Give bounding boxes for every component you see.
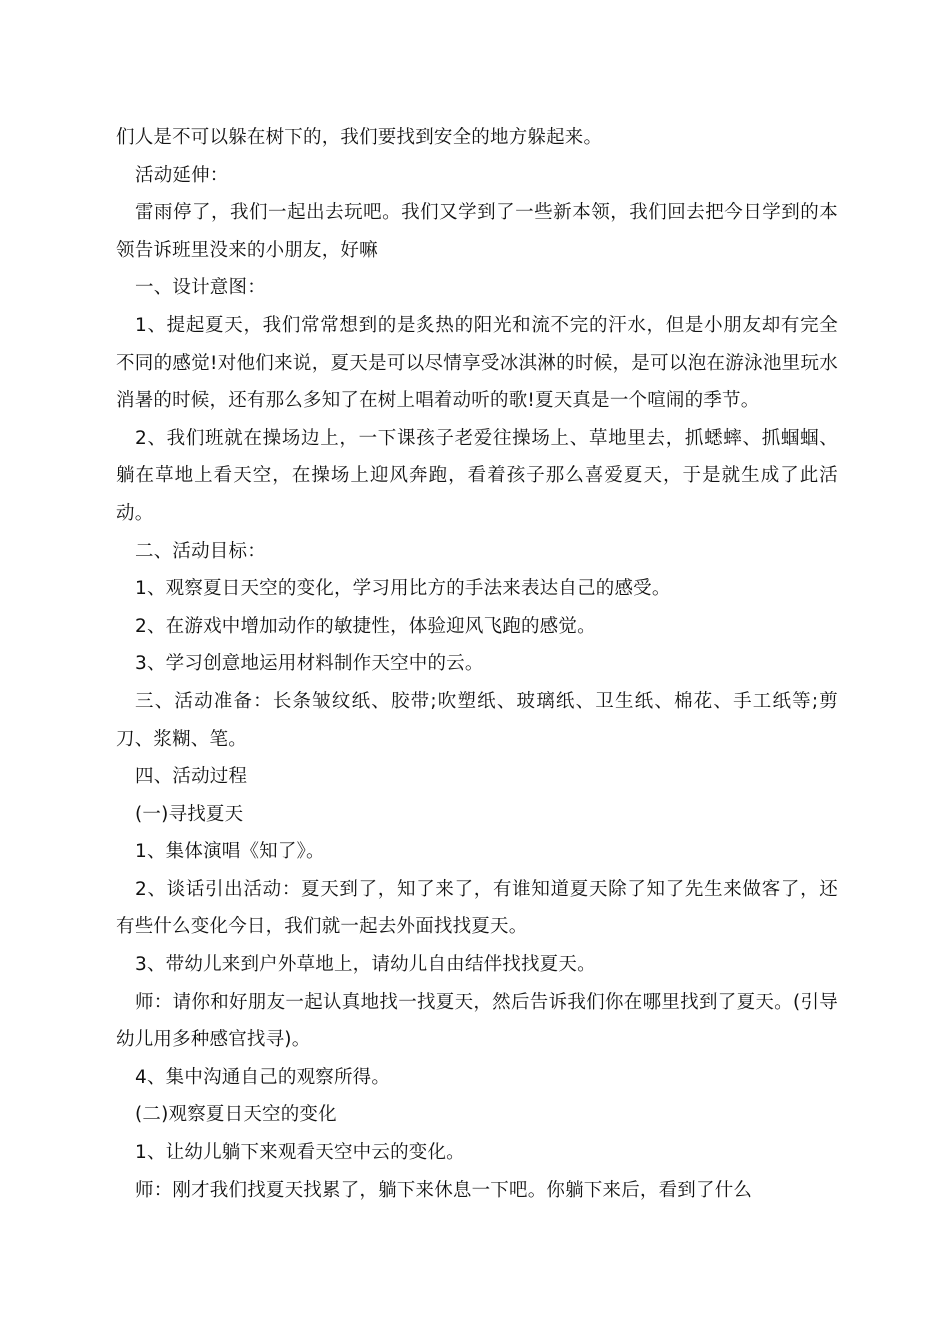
heading-activity-goals: 二、活动目标： [135, 540, 266, 562]
paragraph-goal-3: 3、学习创意地运用材料制作天空中的云。 [135, 653, 484, 675]
paragraph-goal-1: 1、观察夏日天空的变化，学习用比方的手法来表达自己的感受。 [135, 578, 671, 600]
heading-design-intent: 一、设计意图： [135, 277, 266, 299]
paragraph-observe-1: 1、让幼儿躺下来观看天空中云的变化。 [135, 1142, 465, 1164]
paragraph-goal-2: 2、在游戏中增加动作的敏捷性，体验迎风飞跑的感觉。 [135, 615, 596, 637]
paragraph-process-1: 1、集体演唱《知了》。 [135, 841, 325, 863]
paragraph-continuation: 们人是不可以躲在树下的，我们要找到安全的地方躲起来。 [116, 127, 603, 148]
paragraph-teacher-find: 师：请你和好朋友一起认真地找一找夏天，然后告诉我们你在哪里找到了夏天。(引导幼儿用多种感官找寻)。 [116, 991, 838, 1051]
paragraph-preparation: 三、活动准备：长条皱纹纸、胶带;吹塑纸、玻璃纸、卫生纸、棉花、手工纸等;剪刀、浆糊、笔。 [116, 690, 838, 750]
heading-activity-extension: 活动延伸： [135, 164, 229, 186]
paragraph-teacher-rest: 师：刚才我们找夏天找累了，躺下来休息一下吧。你躺下来后，看到了什么 [135, 1179, 753, 1201]
paragraph-intent-2: 2、我们班就在操场边上，一下课孩子老爱往操场上、草地里去，抓蟋蟀、抓蝈蝈、躺在草地上看天空，在操场上迎风奔跑，看着孩子那么喜爱夏天，于是就生成了此活动。 [116, 427, 838, 524]
paragraph-intent-1: 1、提起夏天，我们常常想到的是炙热的阳光和流不完的汗水，但是小朋友却有完全不同的感觉!对他们来说，夏天是可以尽情享受冰淇淋的时候，是可以泡在游泳池里玩水消暑的时候，还有那么多知了在树上唱着动听的歌!夏天真是一个喧闹的季节。 [116, 314, 838, 412]
document-body [116, 119, 838, 1209]
subheading-find-summer: (一)寻找夏天 [135, 803, 244, 825]
paragraph-process-3: 3、带幼儿来到户外草地上，请幼儿自由结伴找找夏天。 [135, 954, 596, 976]
paragraph-extension-body: 雷雨停了，我们一起出去玩吧。我们又学到了一些新本领，我们回去把今日学到的本领告诉班里没来的小朋友，好嘛 [116, 202, 838, 261]
paragraph-process-2: 2、谈话引出活动：夏天到了，知了来了，有谁知道夏天除了知了先生来做客了，还有些什么变化今日，我们就一起去外面找找夏天。 [116, 878, 838, 938]
paragraph-process-4: 4、集中沟通自己的观察所得。 [135, 1066, 391, 1088]
heading-activity-process: 四、活动过程 [135, 766, 248, 788]
subheading-observe-sky: (二)观察夏日天空的变化 [135, 1104, 337, 1126]
